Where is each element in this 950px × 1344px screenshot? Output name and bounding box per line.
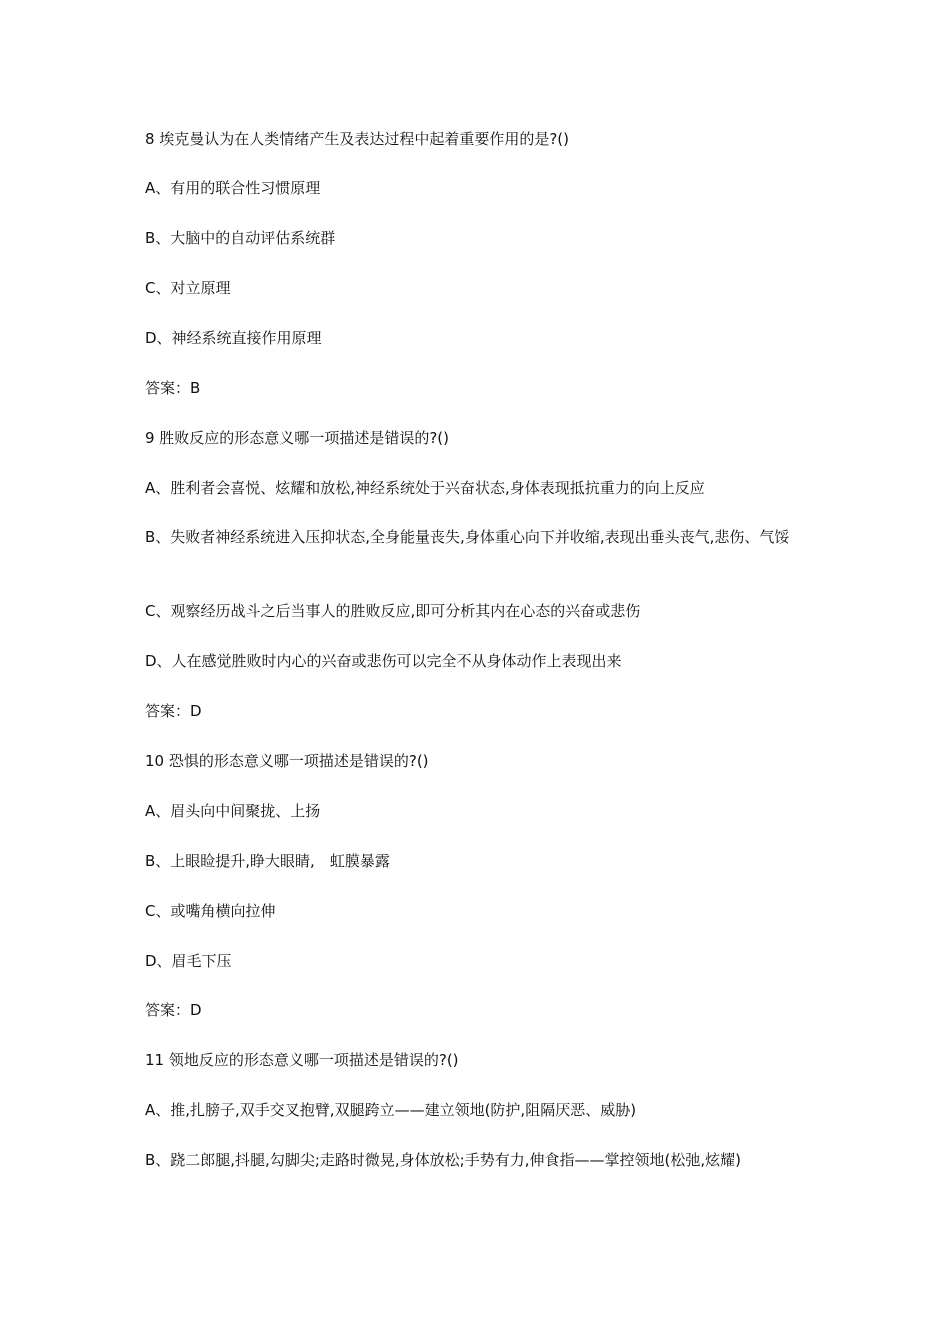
- question-9-stem: 9 胜败反应的形态意义哪一项描述是错误的?(): [145, 429, 449, 447]
- question-8-option-d: D、神经系统直接作用原理: [145, 329, 322, 347]
- question-8-stem: 8 埃克曼认为在人类情绪产生及表达过程中起着重要作用的是?(): [145, 130, 569, 148]
- question-10-option-c: C、或嘴角横向拉伸: [145, 902, 276, 920]
- question-10-option-b: B、上眼睑提升,睁大眼睛, 虹膜暴露: [145, 852, 390, 870]
- question-8-option-c: C、对立原理: [145, 279, 231, 297]
- question-8-answer: 答案：B: [145, 379, 201, 397]
- question-9-answer: 答案：D: [145, 702, 202, 720]
- question-10-stem: 10 恐惧的形态意义哪一项描述是错误的?(): [145, 752, 429, 770]
- question-10-option-d: D、眉毛下压: [145, 952, 232, 970]
- question-8-option-b: B、大脑中的自动评估系统群: [145, 229, 336, 247]
- question-9-option-a: A、胜利者会喜悦、炫耀和放松,神经系统处于兴奋状态,身体表现抵抗重力的向上反应: [145, 479, 705, 497]
- question-10-answer: 答案：D: [145, 1001, 202, 1019]
- question-9-option-b: B、失败者神经系统进入压抑状态,全身能量丧失,身体重心向下并收缩,表现出垂头丧气,悲伤、气馁: [145, 528, 790, 546]
- question-11-option-b: B、跷二郎腿,抖腿,勾脚尖;走路时微晃,身体放松;手势有力,伸食指——掌控领地(松弛,炫耀): [145, 1151, 741, 1169]
- question-11-option-a: A、推,扎膀子,双手交叉抱臂,双腿跨立——建立领地(防护,阻隔厌恶、威胁): [145, 1101, 637, 1119]
- question-11-stem: 11 领地反应的形态意义哪一项描述是错误的?(): [145, 1051, 459, 1069]
- question-9-option-c: C、观察经历战斗之后当事人的胜败反应,即可分析其内在心态的兴奋或悲伤: [145, 602, 641, 620]
- question-8-option-a: A、有用的联合性习惯原理: [145, 179, 321, 197]
- question-9-option-d: D、人在感觉胜败时内心的兴奋或悲伤可以完全不从身体动作上表现出来: [145, 652, 622, 670]
- question-10-option-a: A、眉头向中间聚拢、上扬: [145, 802, 321, 820]
